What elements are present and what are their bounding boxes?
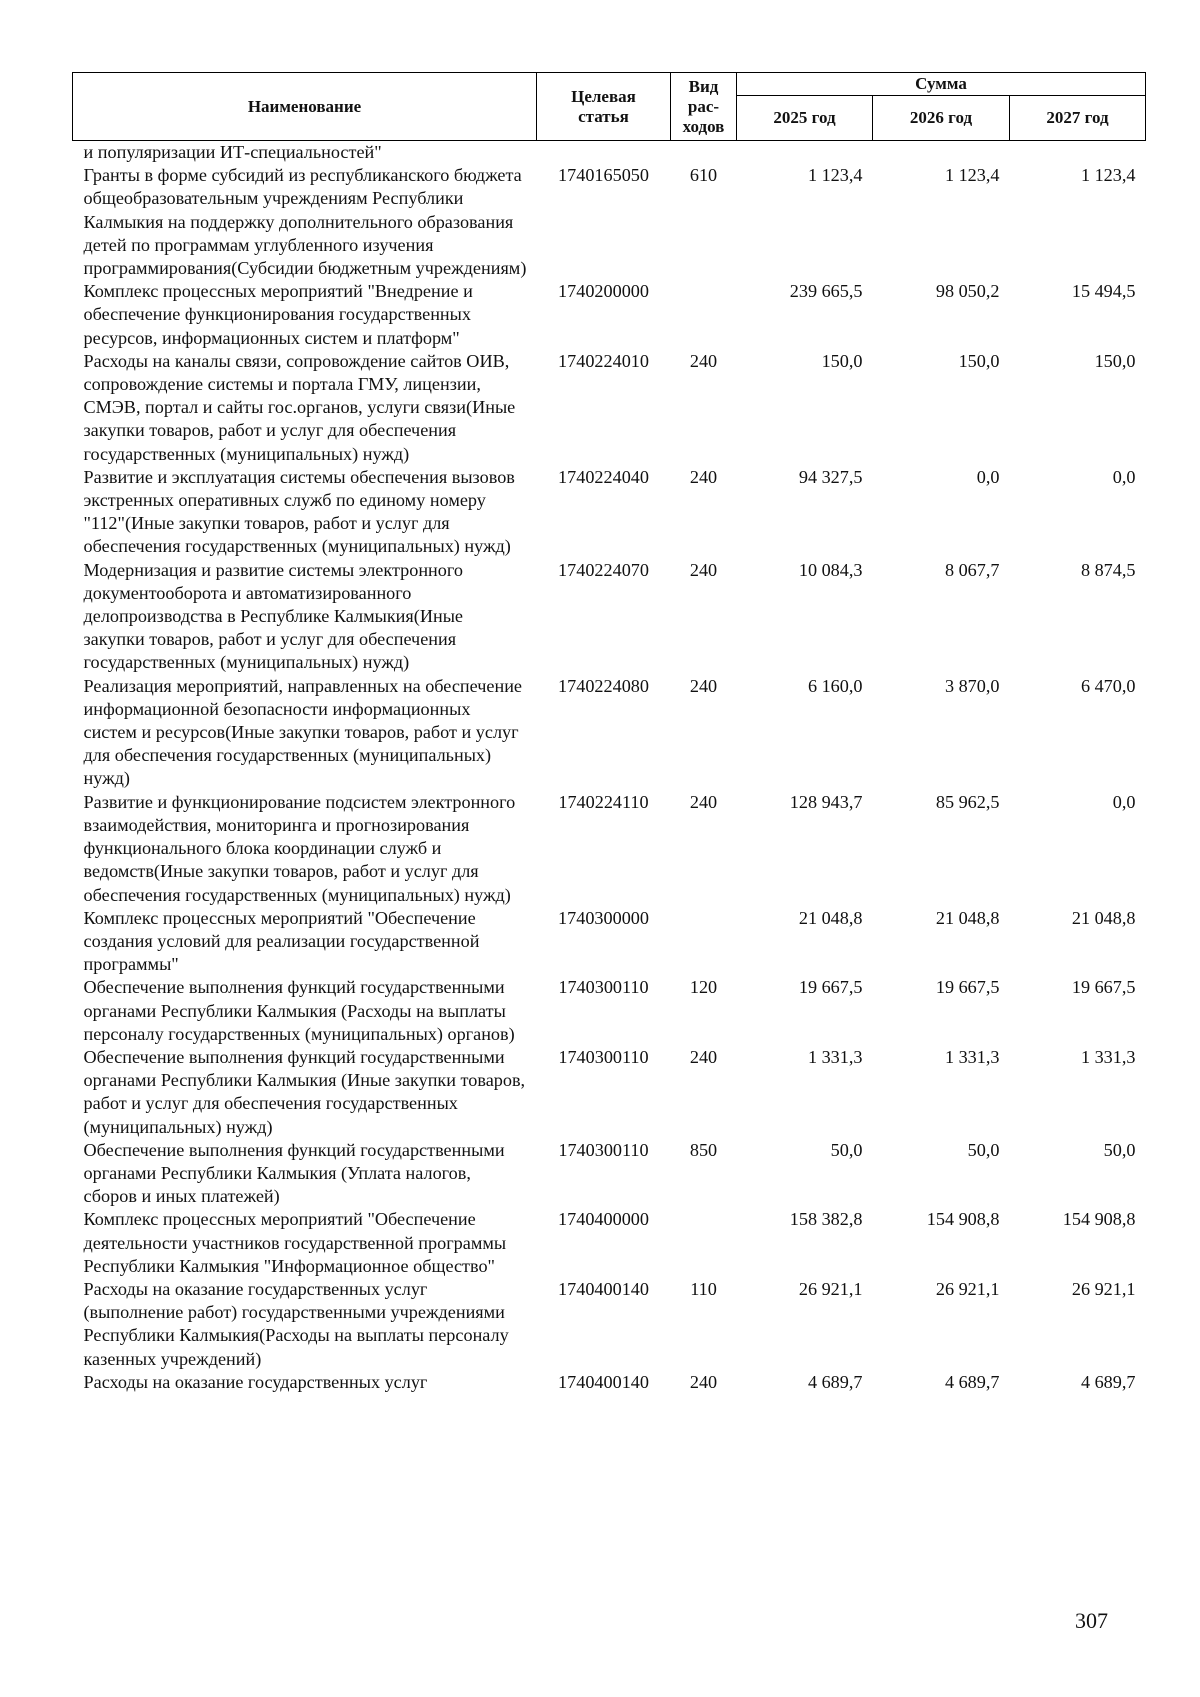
row-sum-2025: 94 327,5: [798, 466, 863, 487]
row-sum-2025: 6 160,0: [807, 675, 863, 696]
row-name: Развитие и эксплуатация системы обеспечения вызовов экстренных оперативных служб по единому номеру "112"(Иные закупки товаров, работ и услуг для обеспечения государственных (муниципальных) нужд): [83, 466, 515, 557]
table-row: [73, 466, 1146, 559]
row-sum-2027: 8 874,5: [1080, 559, 1136, 580]
row-target-article: 1740400140: [558, 1278, 649, 1299]
row-sum-2027: 154 908,8: [1062, 1209, 1136, 1230]
row-sum-2026: 26 921,1: [935, 1278, 1000, 1299]
row-name: Комплекс процессных мероприятий "Обеспечение деятельности участников государственной программы Республики Калмыкия "Информационное общество": [83, 1209, 507, 1276]
row-expense-type: 240: [689, 791, 718, 812]
row-target-article: 1740400000: [558, 1209, 649, 1230]
row-sum-2026: 4 689,7: [944, 1371, 1000, 1392]
table-row: [73, 164, 1146, 280]
row-expense-type: 240: [689, 675, 718, 696]
table-row: [73, 1278, 1146, 1371]
row-sum-2026: 85 962,5: [935, 791, 1000, 812]
header-name: Наименование: [73, 73, 537, 141]
row-target-article: 1740200000: [558, 281, 649, 302]
row-expense-type: 120: [689, 977, 718, 998]
row-sum-2027: 150,0: [1094, 350, 1136, 371]
row-sum-2026: 1 331,3: [944, 1046, 1000, 1067]
row-sum-2027: 19 667,5: [1071, 977, 1136, 998]
row-target-article: 1740300110: [558, 1046, 649, 1067]
row-target-article: [537, 141, 671, 165]
row-sum-2025: 1 123,4: [807, 165, 863, 186]
row-target-article: 1740224110: [558, 791, 649, 812]
row-name: Комплекс процессных мероприятий "Внедрение и обеспечение функционирования государственных ресурсов, информационных систем и платформ": [83, 281, 473, 348]
table-row: [73, 1139, 1146, 1209]
header-sum: Сумма: [737, 73, 1146, 96]
row-sum-2025: 1 331,3: [807, 1046, 863, 1067]
row-sum-2026: 8 067,7: [944, 559, 1000, 580]
row-sum-2026: 98 050,2: [935, 281, 1000, 302]
row-sum-2027: 6 470,0: [1080, 675, 1136, 696]
row-name: Комплекс процессных мероприятий "Обеспечение создания условий для реализации государственной программы": [83, 907, 480, 975]
row-sum-2025: 21 048,8: [798, 907, 863, 928]
header-year-2025: 2025 год: [737, 96, 873, 141]
row-sum-2025: 128 943,7: [789, 791, 863, 812]
row-sum-2026: 154 908,8: [926, 1209, 1000, 1230]
row-sum-2027: 15 494,5: [1071, 281, 1136, 302]
row-expense-type: [671, 280, 737, 350]
row-name: Реализация мероприятий, направленных на обеспечение информационной безопасности информационных систем и ресурсов(Иные закупки товаров, работ и услуг для обеспечения государственных (муниципальных) нужд): [83, 675, 523, 789]
row-target-article: 1740165050: [558, 165, 649, 186]
row-sum-2027: 0,0: [1112, 466, 1136, 487]
table-row: [73, 1046, 1146, 1139]
row-expense-type: 850: [689, 1139, 718, 1160]
row-sum-2027: 50,0: [1103, 1139, 1136, 1160]
table-row: [73, 1371, 1146, 1394]
page-number: 307: [1075, 1608, 1108, 1633]
row-name: Обеспечение выполнения функций государственными органами Республики Калмыкия (Расходы на выплаты персоналу государственных (муниципальных) органов): [83, 977, 515, 1044]
row-sum-2025: 158 382,8: [789, 1209, 863, 1230]
row-sum-2026: 50,0: [967, 1139, 1000, 1160]
row-sum-2025: 26 921,1: [798, 1278, 863, 1299]
row-expense-type: 110: [690, 1278, 717, 1299]
row-name: Развитие и функционирование подсистем электронного взаимодействия, мониторинга и прогнозирования функционального блока координации служб и ведомств(Иные закупки товаров, работ и услуг для обеспечения государственных (муниципальных) нужд): [83, 791, 516, 905]
row-expense-type: 240: [689, 1046, 718, 1067]
row-expense-type: [671, 907, 737, 977]
row-sum-2025: 10 084,3: [798, 559, 863, 580]
row-sum-2025: 50,0: [830, 1139, 863, 1160]
row-name: Расходы на оказание государственных услуг: [83, 1371, 428, 1392]
table-row: [73, 907, 1146, 977]
row-target-article: 1740300110: [558, 1139, 649, 1160]
row-sum-2027: 26 921,1: [1071, 1278, 1136, 1299]
row-name: Обеспечение выполнения функций государственными органами Республики Калмыкия (Уплата налогов, сборов и иных платежей): [83, 1139, 505, 1207]
row-sum-2025: [737, 141, 873, 165]
row-sum-2026: 3 870,0: [944, 675, 1000, 696]
row-sum-2026: 21 048,8: [935, 907, 1000, 928]
row-target-article: 1740224040: [558, 466, 649, 487]
row-target-article: 1740224070: [558, 559, 649, 580]
row-sum-2026: 150,0: [958, 350, 1000, 371]
header-year-2027: 2027 год: [1010, 96, 1146, 141]
row-sum-2025: 239 665,5: [789, 281, 863, 302]
row-name: Расходы на оказание государственных услуг (выполнение работ) государственными учреждениями Республики Калмыкия(Расходы на выплаты персоналу казенных учреждений): [83, 1278, 509, 1369]
row-name: Расходы на каналы связи, сопровождение сайтов ОИВ, сопровождение системы и портала ГМУ, лицензии, СМЭВ, портал и сайты гос.органов, услуги связи(Иные закупки товаров, работ и услуг для обеспечения государственных (муниципальных) нужд): [83, 350, 516, 464]
row-target-article: 1740224080: [558, 675, 649, 696]
row-sum-2025: 150,0: [821, 350, 863, 371]
header-target-article: Целевая статья: [537, 73, 671, 141]
row-name: и популяризации ИТ-специальностей": [83, 142, 382, 162]
row-expense-type: 240: [689, 1371, 718, 1392]
row-expense-type: 240: [689, 350, 718, 371]
row-sum-2025: 4 689,7: [807, 1371, 863, 1392]
table-row: [73, 141, 1146, 165]
row-name: Модернизация и развитие системы электронного документооборота и автоматизированного делопроизводства в Республике Калмыкия(Иные закупки товаров, работ и услуг для обеспечения государственных (муниципальных) нужд): [83, 559, 463, 673]
row-expense-type: 240: [689, 559, 718, 580]
row-target-article: 1740300110: [558, 977, 649, 998]
row-sum-2026: [873, 141, 1010, 165]
row-name: Гранты в форме субсидий из республиканского бюджета общеобразовательным учреждениям Республики Калмыкия на поддержку дополнительного образования детей по программам углубленного изучения программирования(Субсидии бюджетным учреждениям): [83, 165, 527, 279]
header-year-2026: 2026 год: [873, 96, 1010, 141]
row-expense-type: [671, 141, 737, 165]
table-header: [73, 73, 1146, 141]
table-row: [73, 350, 1146, 466]
row-sum-2027: 21 048,8: [1071, 907, 1136, 928]
table-row: [73, 1208, 1146, 1278]
row-sum-2027: 0,0: [1112, 791, 1136, 812]
table-row: [73, 791, 1146, 907]
row-name: Обеспечение выполнения функций государственными органами Республики Калмыкия (Иные закупки товаров, работ и услуг для обеспечения государственных (муниципальных) нужд): [83, 1046, 526, 1137]
row-expense-type: 610: [689, 165, 718, 186]
table-row: [73, 976, 1146, 1046]
row-sum-2027: 1 123,4: [1080, 165, 1136, 186]
row-sum-2027: 4 689,7: [1080, 1371, 1136, 1392]
table-row: [73, 280, 1146, 350]
row-expense-type: 240: [689, 466, 718, 487]
row-target-article: 1740224010: [558, 350, 649, 371]
table-row: [73, 559, 1146, 675]
row-sum-2026: 1 123,4: [944, 165, 1000, 186]
row-sum-2027: [1010, 141, 1146, 165]
header-expense-type: Вид рас-ходов: [671, 73, 737, 141]
row-target-article: 1740300000: [558, 907, 649, 928]
row-sum-2026: 0,0: [976, 466, 1000, 487]
row-sum-2025: 19 667,5: [798, 977, 863, 998]
row-expense-type: [671, 1208, 737, 1278]
table-body: [73, 141, 1146, 1394]
table-row: [73, 675, 1146, 791]
row-sum-2027: 1 331,3: [1080, 1046, 1136, 1067]
row-target-article: 1740400140: [558, 1371, 649, 1392]
row-sum-2026: 19 667,5: [935, 977, 1000, 998]
budget-table: [72, 72, 1146, 1394]
